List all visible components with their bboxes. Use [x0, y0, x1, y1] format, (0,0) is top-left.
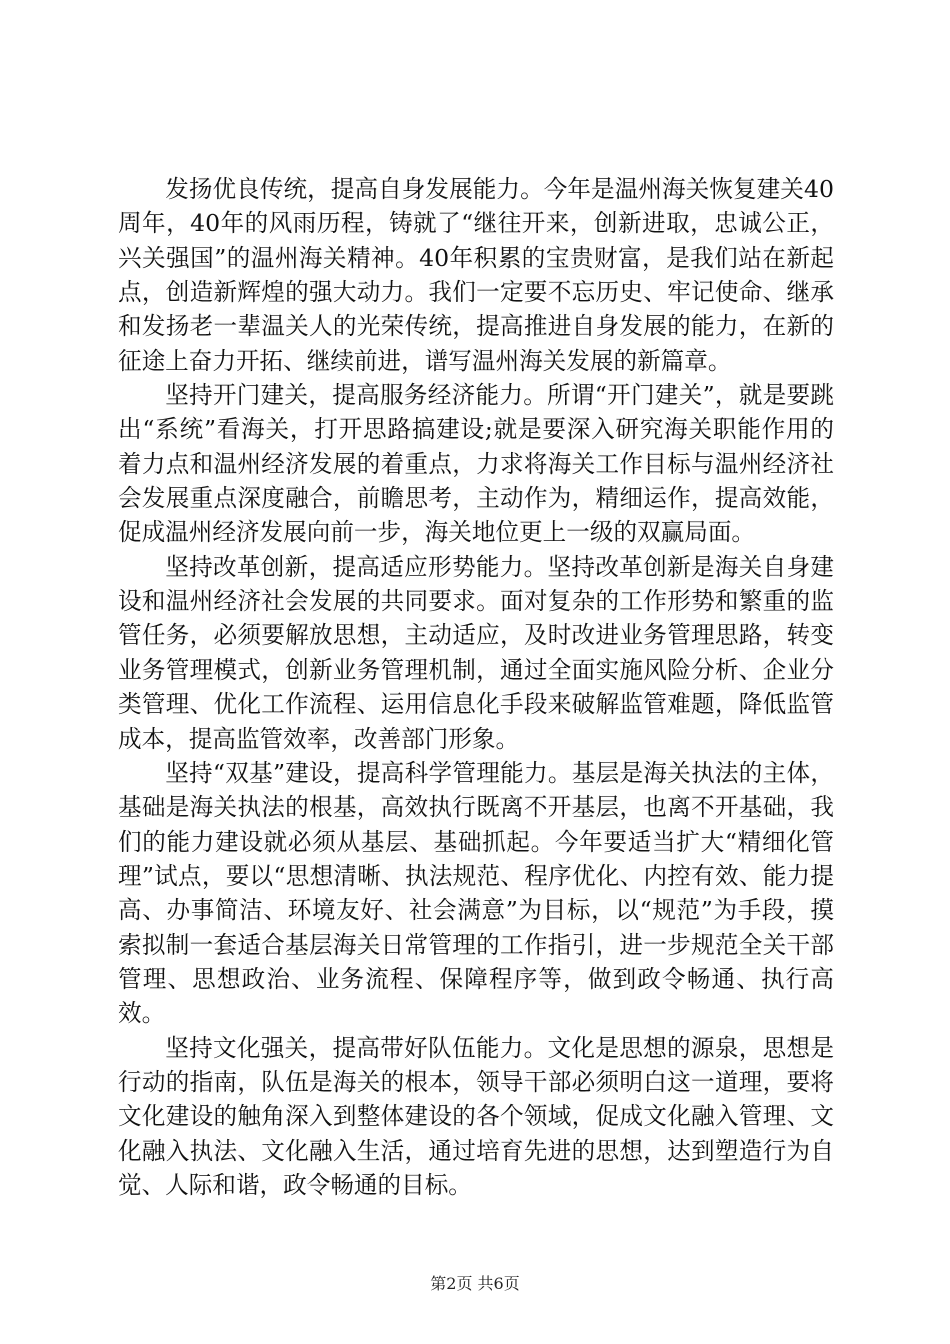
- page-footer: 第2页 共6页: [430, 1274, 520, 1293]
- paragraph-culture: 坚持文化强关，提高带好队伍能力。文化是思想的源泉，思想是行动的指南，队伍是海关的根本，领导干部必须明白这一道理，要将文化建设的触角深入到整体建设的各个领域，促成文化融入管理、文化融入执法、文化融入生活，通过培育先进的思想，达到塑造行为自觉、人际和谐，政令畅通的目标。: [118, 1033, 834, 1199]
- paragraph-dual-foundation: 坚持“双基”建设，提高科学管理能力。基层是海关执法的主体，基础是海关执法的根基，高效执行既离不开基层，也离不开基础，我们的能力建设就必须从基层、基础抓起。今年要适当扩大“精细化管理”试点，要以“思想清晰、执法规范、程序优化、内控有效、能力提高、办事简洁、环境友好、社会满意”为目标，以“规范”为手段，摸索拟制一套适合基层海关日常管理的工作指引，进一步规范全关干部管理、思想政治、业务流程、保障程序等，做到政令畅通、执行高效。: [118, 758, 834, 1028]
- paragraph-tradition: 发扬优良传统，提高自身发展能力。今年是温州海关恢复建关40周年，40年的风雨历程，铸就了“继往开来，创新进取，忠诚公正，兴关强国”的温州海关精神。40年积累的宝贵财富，是我们站在新起点，创造新辉煌的强大动力。我们一定要不忘历史、牢记使命、继承和发扬老一辈温关人的光荣传统，提高推进自身发展的能力，在新的征途上奋力开拓、继续前进，谱写温州海关发展的新篇章。: [118, 175, 834, 375]
- document-body: [118, 172, 834, 1202]
- paragraph-open-door: 坚持开门建关，提高服务经济能力。所谓“开门建关”，就是要跳出“系统”看海关，打开思路搞建设;就是要深入研究海关职能作用的着力点和温州经济发展的着重点，力求将海关工作目标与温州经济社会发展重点深度融合，前瞻思考，主动作为，精细运作，提高效能，促成温州经济发展向前一步，海关地位更上一级的双赢局面。: [118, 381, 834, 547]
- paragraph-reform: 坚持改革创新，提高适应形势能力。坚持改革创新是海关自身建设和温州经济社会发展的共同要求。面对复杂的工作形势和繁重的监管任务，必须要解放思想，主动适应，及时改进业务管理思路，转变业务管理模式，创新业务管理机制，通过全面实施风险分析、企业分类管理、优化工作流程、运用信息化手段来破解监管难题，降低监管成本，提高监管效率，改善部门形象。: [118, 552, 834, 753]
